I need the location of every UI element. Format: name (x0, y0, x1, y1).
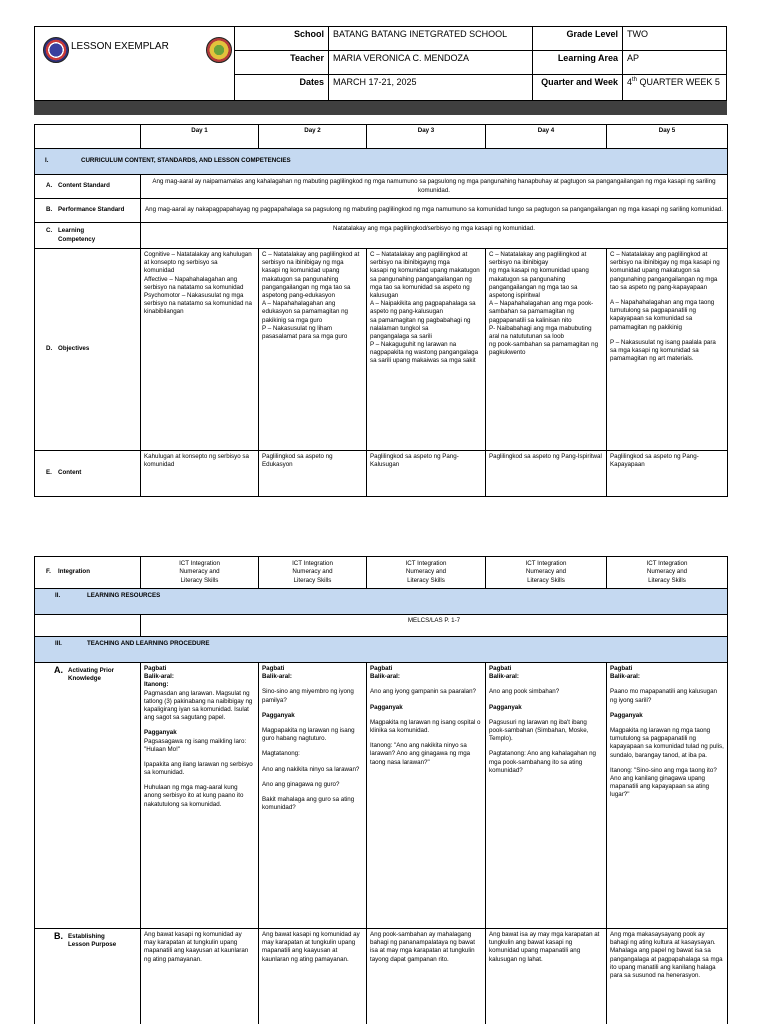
cell-line: sa pamamagitan ng pagbabahagi ng nalalaman tungkol sa (370, 316, 471, 332)
objectives-day-5 (607, 249, 728, 451)
line-gap (370, 697, 482, 704)
line-gap (370, 735, 482, 742)
cell-line: Cognitive – Natatalakay ang kahulugan at konsepto ng serbisyo sa (144, 251, 252, 267)
section-2-number: II. (55, 592, 61, 599)
competency-text: Natatalakay ang mga paglilingkod/serbisyo ng mga kasapi ng komunidad. (141, 223, 728, 249)
cell-line: Numeracy and (292, 568, 333, 576)
cell-line: Itanong: "Sino-sino ang mga taong ito? Ano ang kanilang ginagawa upang mapanatili ang kapayapaan sa ating lugar?" (610, 766, 717, 799)
section-3-text: TEACHING AND LEARNING PROCEDURE (87, 640, 210, 647)
line-gap (489, 712, 603, 719)
activating-day-3 (367, 663, 486, 929)
cell-line: Literacy Skills (293, 576, 332, 584)
line-gap (262, 789, 363, 796)
cell-line: Literacy Skills (407, 576, 445, 584)
performance-standard-text: Ang mag-aaral ay nakapagpapahayag ng pagpapahalaga sa pagsulong ng mabuting paglilingkod ng mga namumuno sa komunidad tungo sa pagtugon sa pangangailangan ng mga kasapi ng sariling komunidad. (141, 199, 728, 223)
cell-line: C – Natatalakay ang paglilingkod at serbisyo na ibinibigay (489, 251, 587, 267)
line-gap (262, 759, 363, 766)
objectives-label: D. Objectives (35, 249, 141, 451)
cell-line: Magpakita ng larawan ng mga taong tumutulong sa pagpapanatili ng kapayapaan sa komunidad tulad ng pulis, sundalo, barangay tanod, at iba pa. (610, 726, 724, 759)
cell-line: Balik-aral: (489, 673, 519, 681)
content-label: E. Content (35, 451, 141, 497)
cell-line: Pagbati (610, 665, 633, 672)
cell-line: Ano ang pook simbahan? (489, 688, 560, 696)
section-1-title (35, 149, 728, 175)
cell-line: Huhulaan ng mga mag-aaral kung anong serbisyo ito at kung paano ito nakatutulong sa komunidad. (144, 784, 244, 808)
learning-area-value: AP (623, 51, 727, 75)
lesson-header (34, 26, 727, 101)
line-gap (489, 697, 603, 704)
line-gap (144, 722, 255, 729)
cell-line: Pagganyak (144, 729, 177, 737)
integration-day-2 (259, 557, 367, 589)
cell-line: Pagmasdan ang larawan. Magsulat ng tatlong (3) pakinabang na naibibigay ng kapaligirang iyan sa komunidad. Isulat ang sagot sa sagutang papel. (144, 689, 253, 722)
line-gap (610, 332, 724, 339)
line-gap (489, 681, 603, 688)
cell-line: A – Napahahalagahan ang mga taong tumutulong sa pagpapanatili ng kapayapaan sa komunidad sa pamamagitan ng pakikinig (610, 298, 715, 331)
cell-line: Magpapakita ng larawan ng isang guro habang nagtuturo. (262, 726, 355, 743)
line-gap (610, 705, 724, 712)
cell-line: Bakit mahalaga ang guro sa ating komunidad? (262, 795, 355, 812)
content-day-1: Kahulugan at konsepto ng serbisyo sa komunidad (141, 451, 259, 497)
section-3-band (35, 637, 728, 663)
cell-line: A – Napahahalagahan ang mga pook-sambahan sa pamamagitan ng pagpapanatili sa kalinisan nito (489, 300, 594, 324)
objectives-day-3 (367, 249, 486, 451)
cell-line: pangangalaga sa sarili (370, 332, 432, 340)
line-gap (262, 743, 363, 750)
establishing-day-3: Ang pook-sambahan ay mahalagang bahagi ng pananampalataya ng bawat isa at may mga karapatan at tungkulin tayong dapat gampanan rito. (367, 929, 486, 1024)
integration-day-5 (607, 557, 728, 589)
line-gap (262, 705, 363, 712)
quarter-week-label: Quarter and Week (533, 75, 623, 101)
cell-line: Itanong: (144, 681, 169, 689)
content-day-4: Paglilingkod sa aspeto ng Pang-Ispiritwal (486, 451, 607, 497)
procedure-table (34, 556, 728, 1024)
day-3-header: Day 3 (367, 125, 486, 149)
grade-level-value: TWO (623, 27, 727, 51)
resources-label-cell (35, 615, 141, 637)
cell-line: A – Napahahalagahan ang edukasyon sa pamamagitan ng (262, 300, 348, 316)
cell-line: Pagganyak (489, 703, 522, 711)
section-1-number: I. (45, 157, 49, 165)
cell-line: ICT Integration (405, 560, 447, 568)
line-gap (144, 754, 255, 761)
cell-line: kasapi ng komunidad upang makatugon sa pangunahing pangangailangan ng mga tao sa aspetong pang-edukasyon (262, 267, 351, 299)
performance-standard-label: B. Performance Standard (35, 199, 141, 223)
school-seal-icon (206, 37, 232, 63)
cell-line: Literacy Skills (180, 576, 219, 584)
cell-line: Pagtatanong: Ano ang kahalagahan ng mga pook-sambahang ito sa ating komunidad? (489, 750, 597, 774)
content-day-2: Paglilingkod sa aspeto ng Edukasyon (259, 451, 367, 497)
day-header-row (35, 125, 728, 149)
school-label: School (235, 27, 329, 51)
cell-line: Pagbati (370, 665, 393, 672)
activating-day-5 (607, 663, 728, 929)
cell-line: ng mga kasapi ng komunidad upang makatugon sa pangunahing (489, 267, 589, 283)
establishing-day-4: Ang bawat isa ay may mga karapatan at tungkulin ang bawat kasapi ng komunidad upang mapanatili ang kalusugan ng lahat. (486, 929, 607, 1024)
integration-day-1 (141, 557, 259, 589)
cell-line: ICT Integration (179, 560, 220, 568)
grade-level-label: Grade Level (533, 27, 623, 51)
cell-line: C – Natatalakay ang paglilingkod at serbisyo na ibinibigay ng mga kasapi ng komunidad upang makatugon sa pangunahing pangangailangan ng mga tao sa aspeto ng pang-kapayapaan (610, 251, 720, 291)
cell-line: P – Nakaguguhit ng larawan na nagpapakita ng wastong pangangalaga sa sarili upang makaiwas sa mga sakit (370, 341, 479, 365)
cell-line: Pagbati (144, 665, 167, 672)
cell-line: Pagsasagawa ng isang maikling laro: "Hulaan Mo!" (144, 737, 247, 753)
establishing-label: B. Establishing Lesson Purpose (35, 929, 141, 1024)
line-gap (370, 712, 482, 719)
line-gap (262, 681, 363, 688)
cell-line: Psychomotor – Nakasusulat ng mga serbisyo na natatamo sa komunidad na kinabibilangan (144, 291, 253, 316)
line-gap (262, 774, 363, 781)
establishing-day-5: Ang mga makasaysayang pook ay bahagi ng ating kultura at kasaysayan. Mahalaga ang papel ng bawat isa sa pangangalaga at pagpapahalaga sa mga ito upang manatili ang kanilang halaga para sa susunod na henerasyon. (607, 929, 728, 1024)
competency-row (35, 223, 728, 249)
curriculum-table (34, 124, 728, 497)
section-1-band (35, 149, 728, 175)
cell-line: Literacy Skills (648, 576, 686, 584)
resources-text: MELCS/LAS P. 1-7 (141, 615, 728, 637)
objectives-day-4 (486, 249, 607, 451)
establishing-day-2: Ang bawat kasapi ng komunidad ay may karapatan at tungkulin upang mapanatili ang kaayusan at kaunlaran ng ating pamayanan. (259, 929, 367, 1024)
cell-line: Itanong: "Ano ang nakikita ninyo sa larawan? Ano ang ginagawa ng mga taong nasa larawan?" (370, 742, 471, 766)
line-gap (610, 720, 724, 727)
section-2-title (35, 589, 728, 615)
cell-line: Pagganyak (370, 703, 403, 711)
cell-line: Numeracy and (646, 568, 688, 576)
objectives-day-1 (141, 249, 259, 451)
integration-day-3 (367, 557, 486, 589)
resources-row (35, 615, 728, 637)
cell-line: Ano ang ginagawa ng guro? (262, 780, 340, 788)
teacher-label: Teacher (235, 51, 329, 75)
cell-line: Magpakita ng larawan ng isang ospital o klinika sa komunidad. (370, 718, 481, 734)
day-1-header: Day 1 (141, 125, 259, 149)
day-2-header: Day 2 (259, 125, 367, 149)
integration-row (35, 557, 728, 589)
line-gap (144, 777, 255, 784)
cell-line: P- Naibabahagi ang mga mabubuting aral na natututunan sa loob (489, 324, 592, 340)
cell-line: Pagbati (262, 665, 285, 672)
cell-line: Pagbati (489, 665, 512, 672)
cell-line: Ano ang iyong gampanin sa paaralan? (370, 688, 476, 696)
cell-line: P – Nakasusulat ng liham pasasalamat para sa mga guro (262, 324, 348, 340)
performance-standard-row (35, 199, 728, 223)
header-divider-band (34, 101, 727, 115)
objectives-row (35, 249, 728, 451)
section-2-text: LEARNING RESOURCES (87, 592, 161, 599)
line-gap (610, 292, 724, 299)
competency-label: C. Learning Competency (35, 223, 141, 249)
cell-line: Ano ang nakikita ninyo sa larawan? (262, 765, 360, 773)
section-2-band (35, 589, 728, 615)
cell-line: Numeracy and (179, 568, 220, 576)
school-value: BATANG BATANG INETGRATED SCHOOL (329, 27, 533, 51)
content-standard-text: Ang mag-aaral ay naipamamalas ang kahalagahan ng mabuting paglilingkod ng mga namumuno sa pagsulong ng mga pangunahing hanapbuhay at pagtugon sa pangangailangan ng mga kasapi ng sariling komunidad. (141, 175, 728, 199)
content-day-3: Paglilingkod sa aspeto ng Pang-Kalusugan (367, 451, 486, 497)
cell-line: pangangailangan ng mga tao sa aspetong ispiritwal (489, 283, 578, 299)
content-standard-label: A. Content Standard (35, 175, 141, 199)
content-standard-row (35, 175, 728, 199)
activating-day-2 (259, 663, 367, 929)
activating-day-1 (141, 663, 259, 929)
activating-label: A. Activating Prior Knowledge (35, 663, 141, 929)
cell-line: Numeracy and (405, 568, 447, 576)
cell-line: A – Naipakikita ang pagpapahalaga sa aspeto ng pang-kalusugan (370, 300, 476, 316)
line-gap (262, 720, 363, 727)
cell-line: komunidad (144, 267, 175, 275)
activating-row (35, 663, 728, 929)
cell-line: Pagganyak (610, 711, 643, 719)
document-title: LESSON EXEMPLAR (71, 41, 169, 52)
cell-line: Balik-aral: (370, 673, 400, 681)
cell-line: Balik-aral: (262, 673, 292, 681)
dates-label: Dates (235, 75, 329, 101)
cell-line: Pagganyak (262, 711, 295, 719)
quarter-week-value: 4th QUARTER WEEK 5 (627, 77, 720, 87)
learning-area-label: Learning Area (533, 51, 623, 75)
establishing-day-1: Ang bawat kasapi ng komunidad ay may karapatan at tungkulin upang mapanatili ang kaayusan at kaunlaran ng ating pamayanan. (141, 929, 259, 1024)
section-3-title (35, 637, 728, 663)
line-gap (489, 743, 603, 750)
line-gap (610, 760, 724, 767)
objectives-day-2 (259, 249, 367, 451)
cell-line: pakikinig sa mga guro (262, 316, 323, 324)
cell-line: Ipapakita ang ilang larawan ng serbisyo sa komunidad. (144, 760, 253, 777)
day-4-header: Day 4 (486, 125, 607, 149)
establishing-row (35, 929, 728, 1024)
activating-day-4 (486, 663, 607, 929)
line-gap (610, 681, 724, 688)
section-1-text: CURRICULUM CONTENT, STANDARDS, AND LESSON COMPETENCIES (81, 157, 291, 165)
blank-header-cell (35, 125, 141, 149)
content-day-5: Paglilingkod sa aspeto ng Pang-Kapayapaan (607, 451, 728, 497)
cell-line: Magtatanong: (262, 750, 300, 758)
cell-line: Affective – Napahahalagahan ang serbisyo na natatamo sa komunidad (144, 275, 244, 291)
teacher-value: MARIA VERONICA C. MENDOZA (329, 51, 533, 75)
cell-line: C – Natatalakay ang paglilingkod at serbisyo na ibinibigayng mga (370, 251, 468, 267)
cell-line: ng pook-sambahan sa pamamagitan ng pagkukwento (489, 341, 599, 357)
cell-line: Literacy Skills (527, 576, 565, 584)
cell-line: P – Nakasusulat ng isang paalala para sa mga kasapi ng komunidad sa pamamagitan ng art materials. (610, 338, 716, 363)
cell-line: kasapi ng komunidad upang makatugon sa pangunahing pangangailangan ng mga tao sa komunidad sa aspeto ng kalusugan (370, 267, 480, 299)
cell-line: ICT Integration (646, 560, 688, 568)
cell-line: Balik-aral: (610, 673, 640, 681)
day-5-header: Day 5 (607, 125, 728, 149)
cell-line: Numeracy and (525, 568, 567, 576)
dates-value: MARCH 17-21, 2025 (329, 75, 533, 101)
deped-seal-icon (43, 37, 69, 63)
cell-line: Sino-sino ang miyembro ng iyong pamilya? (262, 688, 354, 704)
brand-block (35, 27, 235, 101)
integration-label: F. Integration (35, 557, 141, 589)
line-gap (370, 681, 482, 688)
cell-line: Pagsusuri ng larawan ng iba't ibang pook-sambahan (Simbahan, Moske, Templo). (489, 718, 589, 743)
integration-day-4 (486, 557, 607, 589)
section-3-number: III. (55, 640, 62, 647)
cell-line: ICT Integration (292, 560, 333, 568)
cell-line: Paano mo mapapanatili ang kalusugan ng iyong sarili? (610, 688, 717, 704)
cell-line: Balik-aral: (144, 673, 174, 681)
cell-line: C – Natatalakay ang paglilingkod at serbisyo na ibinibigay ng mga (262, 251, 360, 267)
content-row (35, 451, 728, 497)
cell-line: ICT Integration (525, 560, 567, 568)
